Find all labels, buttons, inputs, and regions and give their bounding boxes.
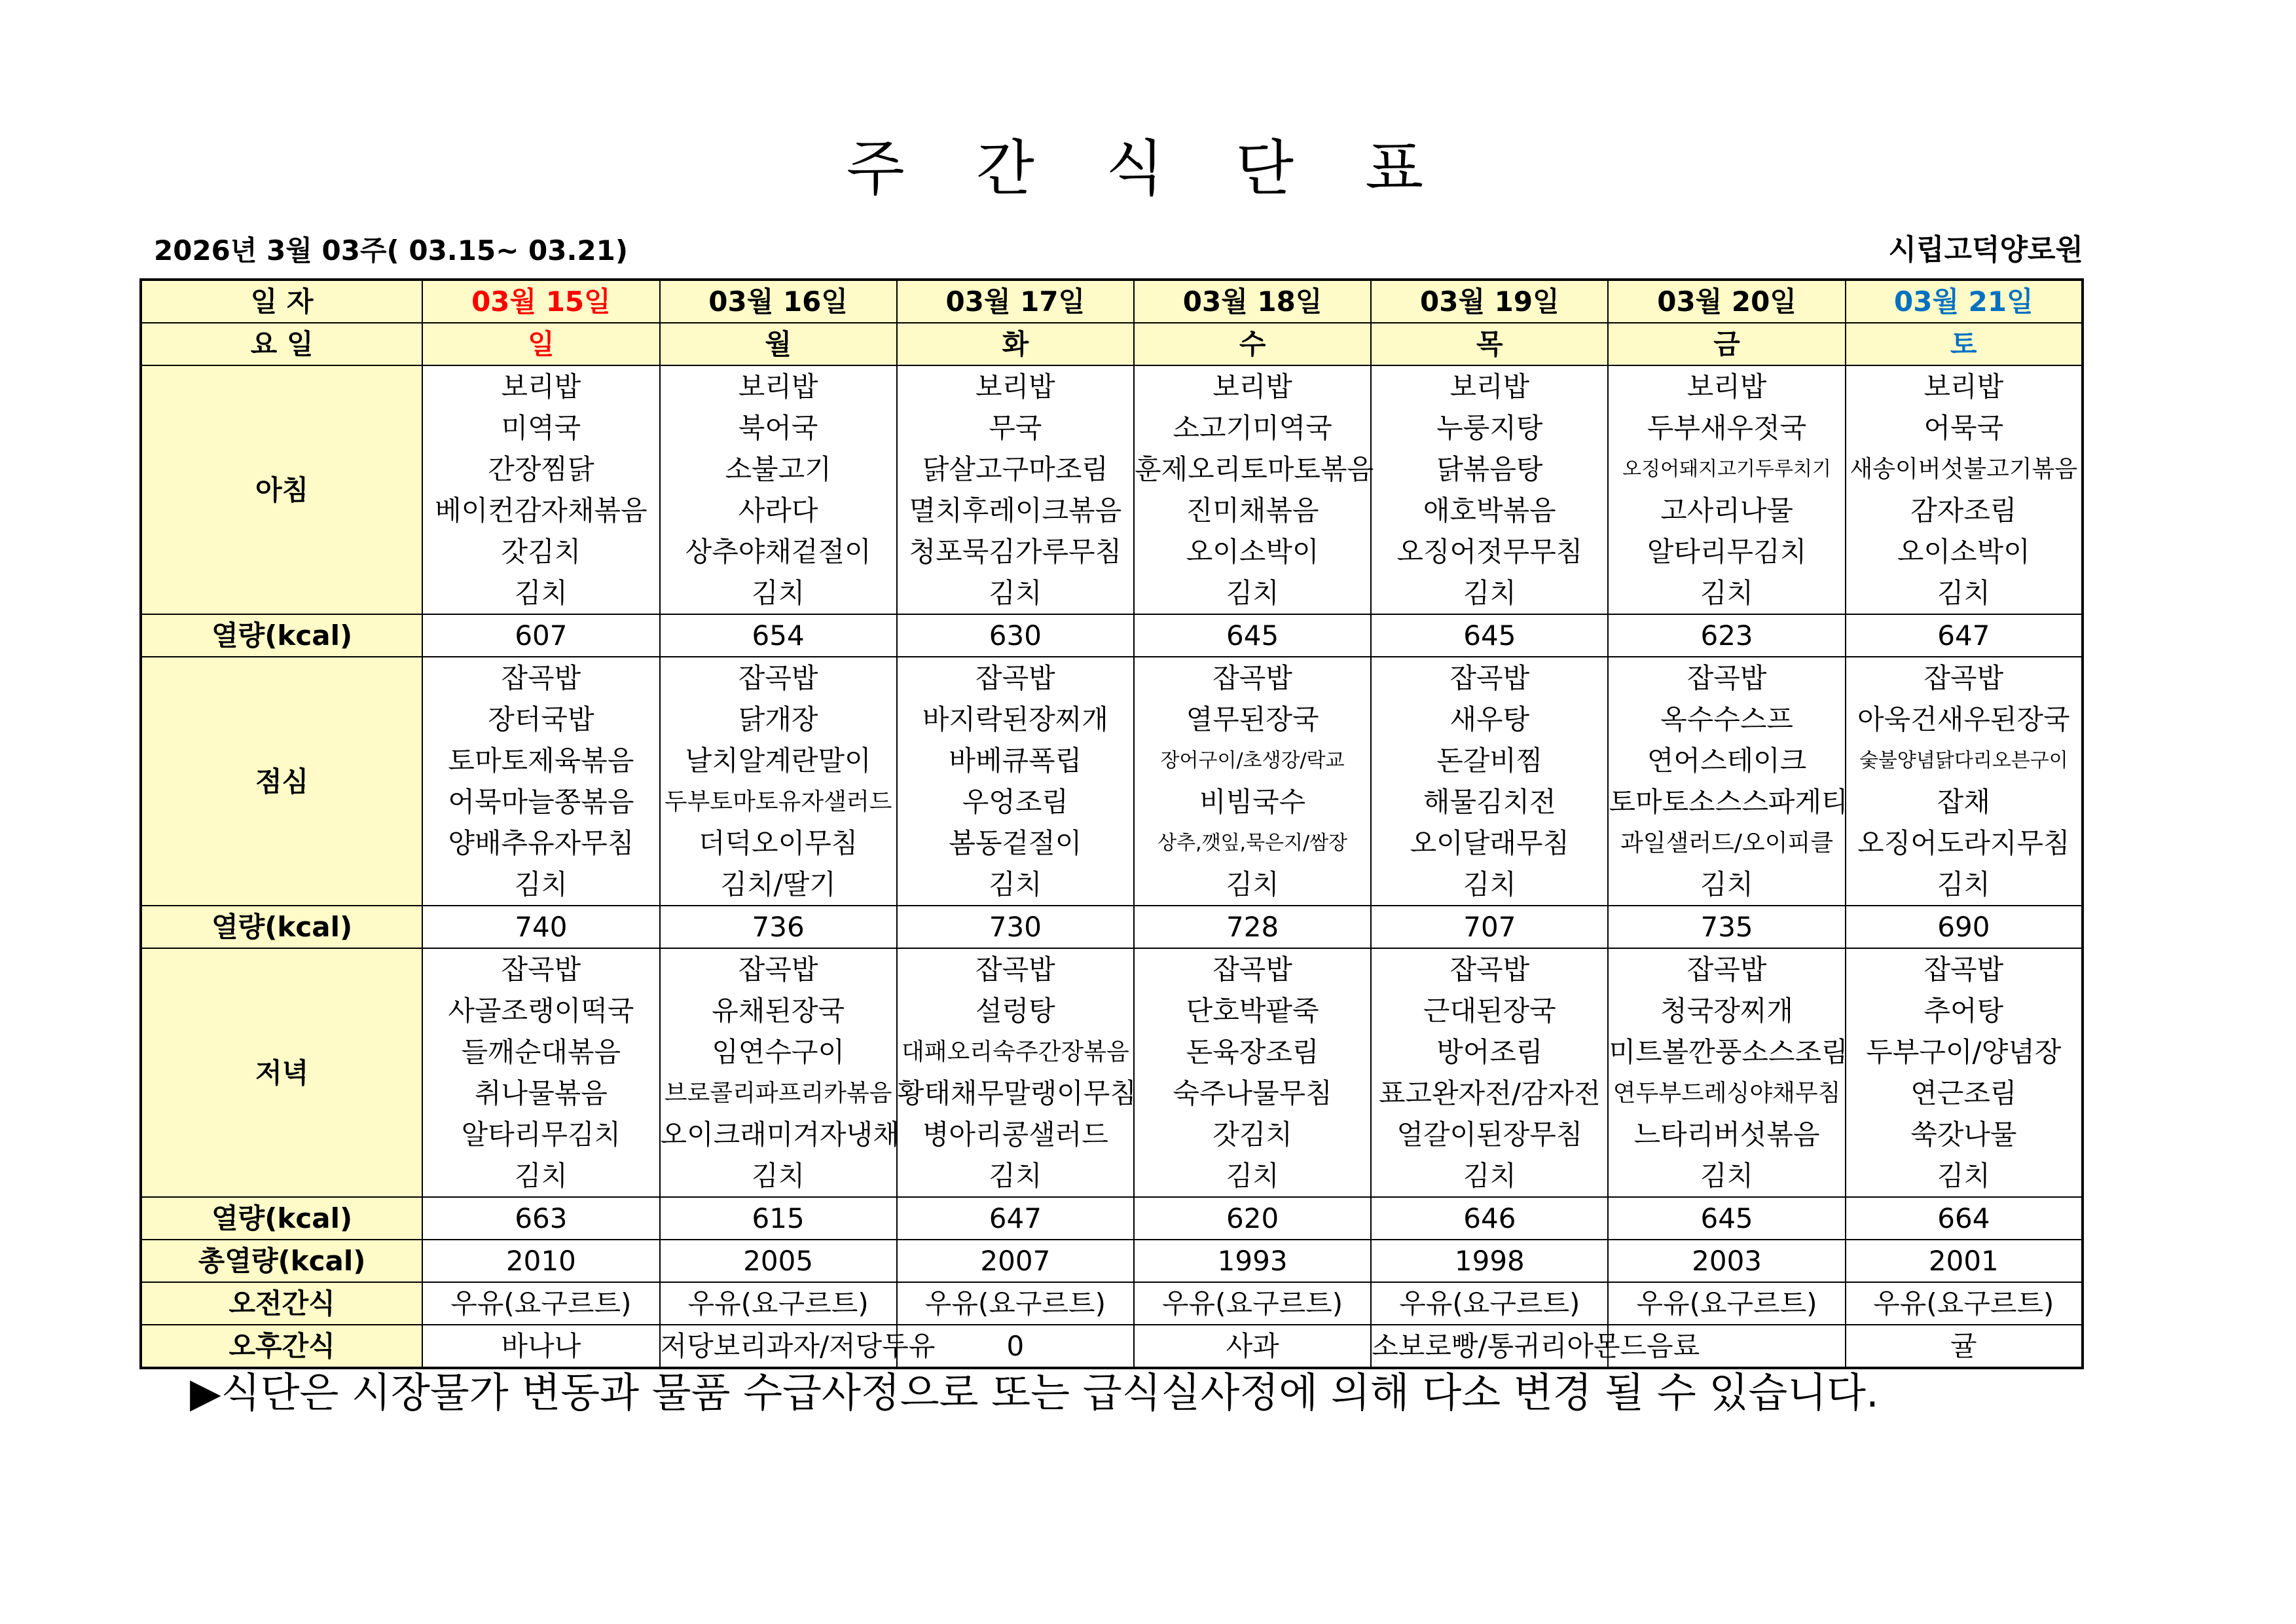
lunch-menu-cell <box>422 657 659 906</box>
menu-item: 토마토제육볶음 <box>448 745 634 777</box>
menu-item: 장어구이/초생강/락교 <box>1160 749 1345 772</box>
am-snack-cell: 우유(요구르트) <box>422 1282 659 1325</box>
page-title: 주 간 식 단 표 <box>846 134 1450 204</box>
date-cell: 03월 16일 <box>660 280 897 323</box>
menu-item: 멸치후레이크볶음 <box>909 494 1122 526</box>
kcal-cell: 663 <box>422 1197 659 1240</box>
kcal-cell: 664 <box>1846 1197 2083 1240</box>
menu-item: 더덕오이무침 <box>698 827 858 859</box>
menu-item: 김치 <box>1700 1160 1754 1192</box>
menu-item: 옥수수스프 <box>1660 703 1793 735</box>
menu-item: 오이크래미겨자냉채 <box>660 1118 900 1151</box>
menu-item: 김치 <box>752 1160 805 1192</box>
menu-item: 새송이버섯불고기볶음 <box>1850 456 2078 483</box>
menu-item: 잡곡밥 <box>1923 953 2004 986</box>
week-label: 2026년 3월 03주( 03.15~ 03.21) <box>154 234 629 267</box>
menu-item: 갓김치 <box>1212 1118 1292 1151</box>
total-kcal-cell: 2003 <box>1608 1240 1845 1282</box>
menu-item: 오이달래무침 <box>1410 827 1570 859</box>
weekday-cell: 일 <box>422 323 659 365</box>
lunch-row <box>141 657 2083 906</box>
kcal-cell: 728 <box>1134 906 1371 948</box>
kcal-cell: 647 <box>1846 614 2083 657</box>
menu-item: 두부구이/양념장 <box>1866 1036 2062 1068</box>
menu-item: 보리밥 <box>1449 371 1530 403</box>
am-snack-cell: 우유(요구르트) <box>660 1282 897 1325</box>
dinner-label: 저녁 <box>141 948 422 1197</box>
date-cell: 03월 15일 <box>422 280 659 323</box>
menu-item: 잡곡밥 <box>738 953 818 986</box>
dinner-menu-cell <box>1371 948 1608 1197</box>
date-cell: 03월 18일 <box>1134 280 1371 323</box>
menu-item: 김치 <box>1226 868 1279 900</box>
weekday-cell: 월 <box>660 323 897 365</box>
notice-text: ▶식단은 시장물가 변동과 물품 수급사정으로 또는 급식실사정에 의해 다소 변경 될 수 있습니다. <box>190 1369 1879 1416</box>
date-row <box>141 280 2083 323</box>
menu-item: 과일샐러드/오이피클 <box>1620 830 1834 857</box>
breakfast-menu-cell <box>1608 365 1845 614</box>
menu-item: 청포묵김가루무침 <box>909 536 1122 568</box>
menu-item: 김치 <box>1937 577 1990 609</box>
menu-item: 우엉조림 <box>962 786 1069 818</box>
menu-item: 방어조림 <box>1436 1036 1543 1068</box>
pm-snack-cell: 소보로빵/통귀리아몬드음료 <box>1371 1325 1608 1368</box>
menu-item: 유채된장국 <box>712 995 845 1027</box>
menu-item: 얼갈이된장무침 <box>1396 1118 1583 1151</box>
menu-item: 열무된장국 <box>1186 703 1319 735</box>
menu-item: 진미채볶음 <box>1186 494 1319 526</box>
menu-item: 잡곡밥 <box>1212 662 1292 694</box>
menu-item: 닭개장 <box>738 703 818 735</box>
am-snack-cell: 우유(요구르트) <box>897 1282 1134 1325</box>
menu-item: 보리밥 <box>501 371 581 403</box>
menu-item: 보리밥 <box>738 371 818 403</box>
menu-item: 김치 <box>989 1160 1042 1192</box>
menu-item: 잡곡밥 <box>1449 662 1530 694</box>
total-kcal-cell: 2001 <box>1846 1240 2083 1282</box>
total-kcal-row <box>141 1240 2083 1282</box>
am-snack-row <box>141 1282 2083 1325</box>
weekday-cell: 수 <box>1134 323 1371 365</box>
kcal-cell: 645 <box>1134 614 1371 657</box>
menu-item: 들깨순대볶음 <box>461 1036 621 1068</box>
menu-item: 봄동겉절이 <box>949 827 1082 859</box>
am-snack-cell: 우유(요구르트) <box>1846 1282 2083 1325</box>
menu-item: 청국장찌개 <box>1660 995 1793 1027</box>
date-cell: 03월 20일 <box>1608 280 1845 323</box>
breakfast-menu-cell <box>1846 365 2083 614</box>
menu-item: 애호박볶음 <box>1423 494 1556 526</box>
lunch-menu-cell <box>1608 657 1848 906</box>
kcal-cell: 607 <box>422 614 659 657</box>
menu-item: 김치 <box>1463 1160 1516 1192</box>
breakfast-menu-cell <box>422 365 659 614</box>
lunch-menu-cell <box>1371 657 1608 906</box>
total-kcal-cell: 2005 <box>660 1240 897 1282</box>
breakfast-menu-cell <box>660 365 897 614</box>
menu-item: 소불고기 <box>725 453 831 485</box>
weekly-menu-table <box>139 278 2084 1369</box>
menu-item: 오징어젓무무침 <box>1396 536 1583 568</box>
kcal-cell: 736 <box>660 906 897 948</box>
kcal-cell: 690 <box>1846 906 2083 948</box>
menu-item: 김치 <box>989 577 1042 609</box>
menu-item: 북어국 <box>738 412 818 444</box>
total-kcal-cell: 2010 <box>422 1240 659 1282</box>
kcal-label: 열량(kcal) <box>141 906 422 948</box>
kcal-cell: 740 <box>422 906 659 948</box>
menu-item: 보리밥 <box>975 371 1055 403</box>
lunch-menu-cell <box>660 657 897 906</box>
menu-item: 바베큐폭립 <box>949 745 1082 777</box>
kcal-cell: 615 <box>660 1197 897 1240</box>
menu-item: 알타리무김치 <box>1647 536 1807 568</box>
dinner-menu-cell <box>1846 948 2083 1197</box>
weekday-cell: 금 <box>1608 323 1845 365</box>
menu-item: 상추야채겉절이 <box>685 536 871 568</box>
menu-item: 김치 <box>514 1160 568 1192</box>
menu-item: 돈육장조림 <box>1186 1036 1319 1068</box>
kcal-cell: 645 <box>1608 1197 1845 1240</box>
dinner-menu-cell <box>660 948 900 1197</box>
lunch-kcal-row <box>141 906 2083 948</box>
menu-item: 숯불양념닭다리오븐구이 <box>1859 749 2068 772</box>
menu-item: 근대된장국 <box>1423 995 1556 1027</box>
menu-item: 사라다 <box>738 494 818 526</box>
menu-item: 오이소박이 <box>1186 536 1319 568</box>
menu-item: 무국 <box>989 412 1042 444</box>
kcal-cell: 620 <box>1134 1197 1371 1240</box>
breakfast-menu-cell <box>1134 365 1374 614</box>
kcal-label: 열량(kcal) <box>141 614 422 657</box>
dinner-menu-cell <box>1608 948 1848 1197</box>
menu-item: 두부새우젓국 <box>1647 412 1807 444</box>
weekday-row <box>141 323 2083 365</box>
date-cell: 03월 19일 <box>1371 280 1608 323</box>
menu-item: 브로콜리파프리카볶음 <box>664 1080 892 1107</box>
kcal-cell: 707 <box>1371 906 1608 948</box>
total-kcal-cell: 1993 <box>1134 1240 1371 1282</box>
pm-snack-cell: 0 <box>897 1325 1134 1368</box>
menu-item: 잡곡밥 <box>1449 953 1530 986</box>
pm-snack-label: 오후간식 <box>141 1325 422 1368</box>
total-kcal-cell: 2007 <box>897 1240 1134 1282</box>
weekday-cell: 토 <box>1846 323 2083 365</box>
lunch-menu-cell <box>897 657 1134 906</box>
kcal-cell: 646 <box>1371 1197 1608 1240</box>
menu-item: 누룽지탕 <box>1436 412 1543 444</box>
menu-item: 오이소박이 <box>1897 536 2030 568</box>
pm-snack-cell: 사과 <box>1134 1325 1371 1368</box>
pm-snack-cell: 귤 <box>1846 1325 2083 1368</box>
menu-item: 닭볶음탕 <box>1436 453 1543 485</box>
menu-item: 사골조랭이떡국 <box>448 995 634 1027</box>
date-label: 일 자 <box>141 280 422 323</box>
menu-item: 김치/딸기 <box>720 868 836 900</box>
menu-item: 잡곡밥 <box>501 953 581 986</box>
breakfast-row <box>141 365 2083 614</box>
menu-item: 두부토마토유자샐러드 <box>664 788 892 815</box>
menu-item: 바지락된장찌개 <box>922 703 1108 735</box>
breakfast-kcal-row <box>141 614 2083 657</box>
menu-item: 어묵국 <box>1923 412 2004 444</box>
menu-item: 잡곡밥 <box>501 662 581 694</box>
menu-item: 김치 <box>989 868 1042 900</box>
menu-item: 오징어돼지고기두루치기 <box>1622 458 1831 481</box>
menu-item: 느타리버섯볶음 <box>1633 1118 1820 1151</box>
menu-item: 장터국밥 <box>488 703 594 735</box>
menu-item: 김치 <box>514 577 568 609</box>
menu-item: 취나물볶음 <box>474 1077 608 1109</box>
menu-item: 대패오리숙주간장볶음 <box>901 1039 1129 1065</box>
menu-item: 설렁탕 <box>975 995 1055 1027</box>
menu-item: 김치 <box>1937 868 1990 900</box>
am-snack-cell: 우유(요구르트) <box>1608 1282 1845 1325</box>
menu-item: 닭살고구마조림 <box>922 453 1108 485</box>
lunch-menu-cell <box>1846 657 2083 906</box>
menu-item: 고사리나물 <box>1660 494 1793 526</box>
lunch-label: 점심 <box>141 657 422 906</box>
menu-item: 새우탕 <box>1449 703 1530 735</box>
weekday-cell: 화 <box>897 323 1134 365</box>
weekday-label: 요 일 <box>141 323 422 365</box>
menu-item: 연근조림 <box>1910 1077 2017 1109</box>
menu-item: 잡곡밥 <box>1212 953 1292 986</box>
weekday-cell: 목 <box>1371 323 1608 365</box>
menu-item: 갓김치 <box>501 536 581 568</box>
kcal-cell: 623 <box>1608 614 1845 657</box>
menu-item: 베이컨감자채볶음 <box>435 494 647 526</box>
menu-item: 감자조림 <box>1910 494 2017 526</box>
menu-item: 훈제오리토마토볶음 <box>1134 453 1374 485</box>
menu-item: 추어탕 <box>1923 995 2004 1027</box>
menu-item: 잡곡밥 <box>1923 662 2004 694</box>
menu-item: 알타리무김치 <box>461 1118 621 1151</box>
menu-item: 단호박팥죽 <box>1186 995 1319 1027</box>
menu-item: 잡곡밥 <box>738 662 818 694</box>
dinner-menu-cell <box>1134 948 1371 1197</box>
menu-item: 돈갈비찜 <box>1436 745 1543 777</box>
menu-item: 토마토소스스파게티 <box>1609 786 1848 818</box>
pm-snack-cell: 저당보리과자/저당두유 <box>660 1325 897 1368</box>
menu-item: 김치 <box>1463 577 1516 609</box>
pm-snack-cell: 바나나 <box>422 1325 659 1368</box>
breakfast-menu-cell <box>897 365 1134 614</box>
menu-item: 연두부드레싱야채무침 <box>1613 1080 1841 1107</box>
menu-item: 김치 <box>1937 1160 1990 1192</box>
lunch-menu-cell <box>1134 657 1371 906</box>
kcal-cell: 645 <box>1371 614 1608 657</box>
kcal-cell: 647 <box>897 1197 1134 1240</box>
menu-item: 날치알계란말이 <box>685 745 871 777</box>
am-snack-label: 오전간식 <box>141 1282 422 1325</box>
date-cell: 03월 17일 <box>897 280 1134 323</box>
menu-item: 김치 <box>1700 577 1754 609</box>
kcal-cell: 735 <box>1608 906 1845 948</box>
kcal-label: 열량(kcal) <box>141 1197 422 1240</box>
total-kcal-cell: 1998 <box>1371 1240 1608 1282</box>
menu-item: 양배추유자무침 <box>448 827 634 859</box>
menu-item: 보리밥 <box>1686 371 1767 403</box>
menu-item: 어묵마늘쫑볶음 <box>448 786 634 818</box>
menu-item: 미역국 <box>501 412 581 444</box>
menu-item: 김치 <box>1226 1160 1279 1192</box>
am-snack-cell: 우유(요구르트) <box>1134 1282 1371 1325</box>
menu-item: 임연수구이 <box>712 1036 845 1068</box>
menu-item: 소고기미역국 <box>1173 412 1332 444</box>
menu-item: 황태채무말랭이무침 <box>897 1077 1137 1109</box>
date-cell: 03월 21일 <box>1846 280 2083 323</box>
dinner-menu-cell <box>897 948 1137 1197</box>
menu-item: 해물김치전 <box>1423 786 1556 818</box>
menu-item: 오징어도라지무침 <box>1857 827 2070 859</box>
kcal-cell: 730 <box>897 906 1134 948</box>
menu-item: 잡곡밥 <box>1686 662 1767 694</box>
menu-item: 잡곡밥 <box>1686 953 1767 986</box>
menu-item: 간장찜닭 <box>488 453 594 485</box>
menu-item: 숙주나물무침 <box>1173 1077 1332 1109</box>
menu-item: 보리밥 <box>1212 371 1292 403</box>
menu-item: 미트볼깐풍소스조림 <box>1609 1036 1848 1068</box>
dinner-menu-cell <box>422 948 659 1197</box>
menu-item: 김치 <box>514 868 568 900</box>
menu-item: 잡곡밥 <box>975 953 1055 986</box>
menu-item: 김치 <box>1463 868 1516 900</box>
menu-item: 병아리콩샐러드 <box>922 1118 1108 1151</box>
menu-item: 김치 <box>1700 868 1754 900</box>
menu-item: 연어스테이크 <box>1647 745 1807 777</box>
kcal-cell: 654 <box>660 614 897 657</box>
menu-item: 김치 <box>752 577 805 609</box>
menu-item: 비빔국수 <box>1199 786 1306 818</box>
menu-item: 표고완자전/감자전 <box>1378 1077 1601 1109</box>
total-kcal-label: 총열량(kcal) <box>141 1240 422 1282</box>
menu-item: 잡곡밥 <box>975 662 1055 694</box>
organization-name: 시립고덕양로원 <box>1888 233 2083 267</box>
dinner-row <box>141 948 2083 1197</box>
breakfast-menu-cell <box>1371 365 1608 614</box>
kcal-cell: 630 <box>897 614 1134 657</box>
menu-item: 상추,깻잎,묵은지/쌈장 <box>1157 832 1348 855</box>
menu-item: 잡채 <box>1937 786 1990 818</box>
dinner-kcal-row <box>141 1197 2083 1240</box>
menu-item: 김치 <box>1226 577 1279 609</box>
am-snack-cell: 우유(요구르트) <box>1371 1282 1608 1325</box>
breakfast-label: 아침 <box>141 365 422 614</box>
menu-item: 보리밥 <box>1923 371 2004 403</box>
menu-item: 쑥갓나물 <box>1910 1118 2017 1151</box>
menu-item: 아욱건새우된장국 <box>1857 703 2070 735</box>
pm-snack-row <box>141 1325 2083 1368</box>
